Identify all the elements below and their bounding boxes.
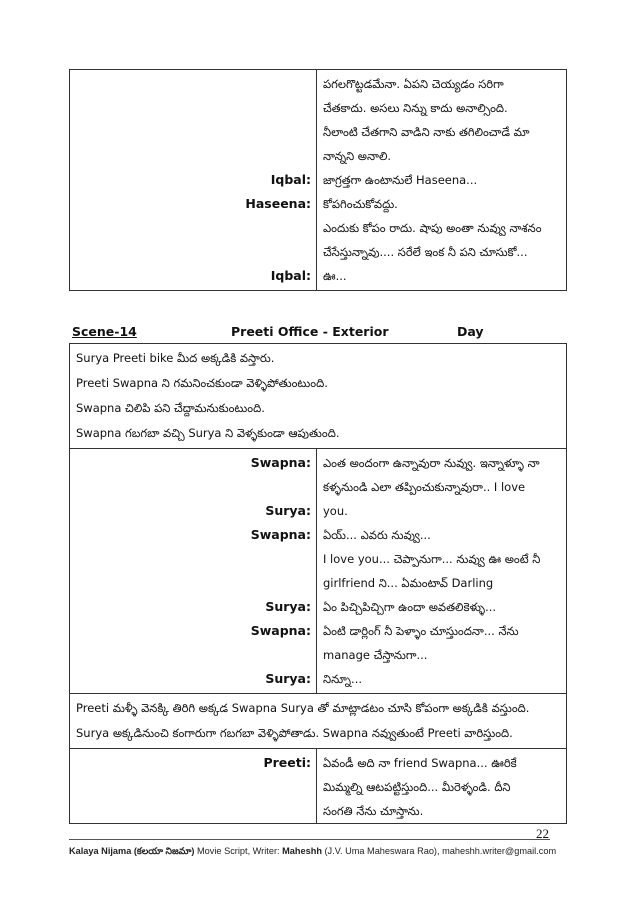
dialogue-block	[70, 448, 566, 693]
footer-author: Maheshh	[282, 846, 322, 856]
top-dialogue-block	[69, 69, 567, 291]
dialogue-line: ఏవండీ అది నా friend Swapna... ఊరికే	[323, 756, 517, 770]
dialogue-line: చేతకాదు. అసలు నిన్ను కాదు అనాల్సింది.	[323, 101, 508, 115]
speaker-name: Haseena:	[245, 196, 311, 211]
scene-number: Scene-14	[72, 324, 137, 339]
dialogue-row	[70, 499, 566, 523]
narration-line: Swapna గబగబా వచ్చి Surya ని వెళ్ళకుండా ఆపుతుంది.	[76, 426, 340, 440]
dialogue-line: I love you... చెప్పానుగా... నువ్వు ఊ అంటే నీ	[323, 552, 541, 566]
narration-line: Preeti మళ్ళీ వెనక్కి తిరిగి అక్కడ Swapna Surya తో మాట్లాడటం చూసి కోపంగా అక్కడికి వస్తుంది.	[76, 701, 530, 715]
speaker-name: Swapna:	[250, 455, 311, 470]
narration-line: Surya అక్కడినుంచి కంగారుగా గబగబా వెళ్ళిపోతాడు. Swapna నవ్వుతుంటే Preeti వారిస్తుంది.	[76, 726, 513, 740]
dialogue-row	[70, 619, 566, 667]
footer-text: Movie Script, Writer:	[194, 846, 283, 856]
dialogue-line: మిమ్మల్ని ఆటపట్టిస్తుంది... మీరెళ్ళండి. దీని	[323, 780, 511, 794]
dialogue-line: జాగ్రత్తగా ఉంటానులే Haseena...	[323, 173, 478, 187]
dialogue-line: పగలగొట్టడమేనా. ఏపని చెయ్యడం సరిగా	[323, 77, 504, 91]
scene-location: Preeti Office - Exterior	[231, 324, 389, 339]
speaker-name: Swapna:	[250, 623, 311, 638]
dialogue-line: ఏం పిచ్చిపిచ్చిగా ఉందా అవతలికెళ్ళు...	[323, 600, 497, 614]
scene-heading	[69, 322, 567, 342]
page-number: 22	[536, 826, 549, 841]
dialogue-line: నీలాంటి చేతగాని వాడిని నాకు తగిలించాడే మా	[323, 125, 530, 139]
dialogue-line: ఎంత అందంగా ఉన్నావురా నువ్వు. ఇన్నాళ్ళూ నా	[323, 456, 540, 470]
dialogue-line: ఏంటి డార్లింగ్ నీ పెళ్ళాం చూస్తుందనా... నేను	[323, 624, 519, 638]
dialogue-block	[70, 748, 566, 823]
dialogue-line: చేసేస్తున్నావు.... సరేలే ఇంక నీ పని చూసుకో...	[323, 245, 528, 259]
speaker-name: Surya:	[265, 599, 311, 614]
continuation-text	[316, 70, 566, 168]
narration-line: Surya Preeti bike మీద అక్కడికి వస్తారు.	[76, 351, 275, 365]
dialogue-row	[70, 449, 566, 499]
scene-table	[69, 343, 567, 824]
speaker-name: Swapna:	[250, 527, 311, 542]
dialogue-line: నిన్నూ...	[323, 672, 363, 686]
footer-title-telugu: (కలయా నిజమా)	[133, 846, 195, 856]
narration-line: Preeti Swapna ని గమనించకుండా వెళ్ళిపోతుంటుంది.	[76, 376, 328, 390]
speaker-name: Surya:	[265, 671, 311, 686]
dialogue-line: manage చేస్తానుగా...	[323, 648, 428, 662]
narration-block	[70, 693, 566, 748]
speaker-name: Preeti:	[263, 755, 311, 770]
dialogue-row	[70, 749, 566, 823]
dialogue-line: సంగతి నేను చూస్తాను.	[323, 804, 424, 818]
footer-title: Kalaya Nijama	[69, 846, 132, 856]
dialogue-line: ఏయ్... ఎవరు నువ్వు...	[323, 528, 431, 542]
narration-line: Swapna చిలిపి పని చేద్దామనుకుంటుంది.	[76, 401, 265, 415]
footer	[69, 846, 589, 859]
dialogue-line: you.	[323, 504, 348, 518]
footer-divider	[69, 839, 550, 840]
dialogue-row	[70, 264, 566, 290]
speaker-name: Surya:	[265, 503, 311, 518]
dialogue-row	[70, 523, 566, 595]
dialogue-line: కళ్ళనుండి ఎలా తప్పించుకున్నావురా.. I love	[323, 480, 526, 494]
footer-text: (J.V. Uma Maheswara Rao), maheshh.writer@gmail.com	[321, 846, 557, 856]
speaker-name: Iqbal:	[270, 268, 311, 283]
scene-time: Day	[457, 324, 484, 339]
dialogue-line: కోపగించుకోవద్దు.	[323, 197, 398, 211]
speaker-name: Iqbal:	[270, 172, 311, 187]
narration-block	[70, 344, 566, 448]
dialogue-line: ఊ...	[323, 269, 347, 283]
dialogue-line: girlfriend ని... ఏమంటావ్ Darling	[323, 576, 494, 590]
dialogue-row	[70, 595, 566, 619]
dialogue-line: నాన్నని అనాలి.	[323, 149, 392, 163]
dialogue-row	[70, 192, 566, 264]
dialogue-row	[70, 168, 566, 192]
dialogue-line: ఎందుకు కోపం రాదు. షాపు అంతా నువ్వు నాశనం	[323, 221, 542, 235]
dialogue-row	[70, 667, 566, 693]
dialogue-row	[70, 70, 566, 168]
